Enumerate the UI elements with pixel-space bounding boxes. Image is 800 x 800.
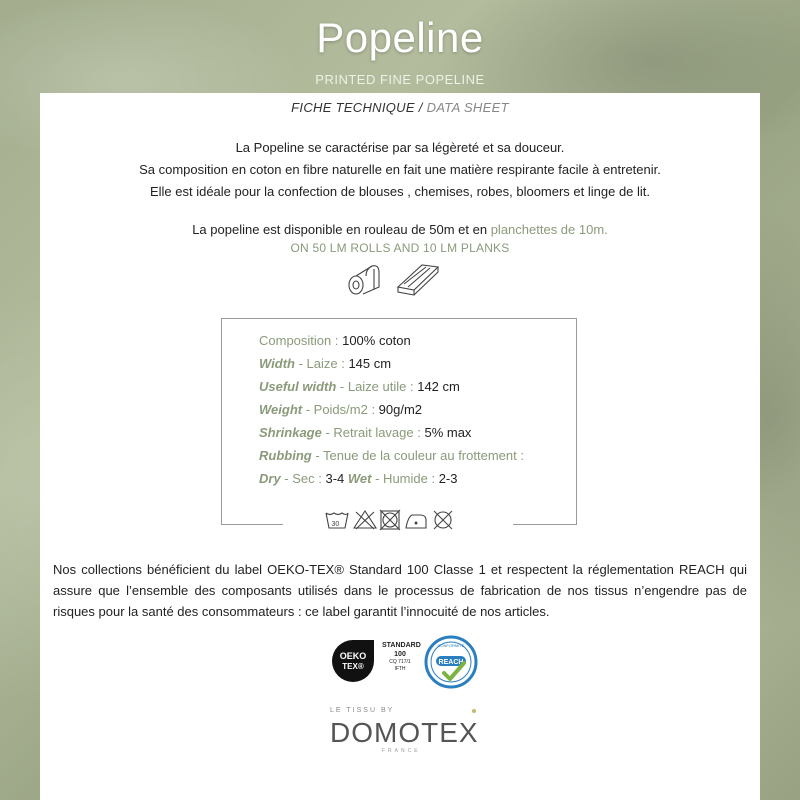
- sheet-title: [40, 100, 760, 115]
- plank-icon: [398, 265, 438, 295]
- oeko-standard-text: [382, 641, 421, 673]
- brand-tagline: LE TISSU BY: [330, 707, 395, 714]
- specifications-box: [221, 318, 577, 525]
- spec-value: 100% coton: [338, 333, 411, 348]
- page-title: Popeline: [316, 14, 484, 61]
- spec-label-fr: - Tenue de la couleur au frottement :: [311, 448, 524, 463]
- sheet-title-en: DATA SHEET: [426, 100, 509, 115]
- spec-width: [259, 352, 524, 375]
- no-bleach-icon: [354, 511, 376, 529]
- standard-number: 100: [394, 651, 406, 658]
- page-subtitle: PRINTED FINE POPELINE: [315, 72, 485, 87]
- spec-value: 3-4: [321, 471, 348, 486]
- svg-text:CONFORMITÉ: CONFORMITÉ: [437, 643, 465, 648]
- spec-label-fr: - Laize utile :: [336, 379, 414, 394]
- spec-value: 5% max: [420, 425, 472, 440]
- data-sheet-card: [40, 93, 760, 800]
- spec-value: 90g/m2: [375, 402, 423, 417]
- brand-name: DOMOTEX: [330, 717, 479, 748]
- roll-icon: [349, 266, 379, 294]
- intro-text: [40, 137, 760, 203]
- standard-label: STANDARD: [382, 642, 421, 649]
- spec-weight: [259, 398, 524, 421]
- spec-value: 142 cm: [413, 379, 460, 394]
- spec-composition: [259, 329, 524, 352]
- reach-compliance-logo: [424, 635, 478, 689]
- spec-rubbing: [259, 444, 524, 467]
- intro-line-1: La Popeline se caractérise par sa légèreté et sa douceur.: [235, 140, 565, 155]
- oeko-tex-logo: [330, 638, 376, 684]
- spec-label-fr: - Poids/m2 :: [302, 402, 376, 417]
- certificate-number: CQ 717/1: [389, 659, 411, 665]
- availability-line: [40, 220, 760, 239]
- brand-dot-icon: [472, 709, 476, 713]
- intro-line-3: Elle est idéale pour la confection de blouses , chemises, robes, bloomers et linge de lit.: [149, 184, 651, 199]
- spec-label-en: Rubbing: [259, 448, 312, 463]
- svg-text:REACH: REACH: [438, 659, 464, 666]
- spec-value: 2-3: [435, 471, 458, 486]
- spec-useful-width: [259, 375, 524, 398]
- oeko-tex-paragraph: Nos collections bénéficient du label OEKO-TEX® Standard 100 Classe 1 et respectent la réglementation REACH qui assure que l’ensemble des composants utilisés dans le processus de fabrication de nos tissus n’engendre pas de risques pour la santé des consommateurs : ce label garantit l’innocuité de nos articles.: [53, 562, 747, 619]
- spec-label-en: Weight: [259, 402, 303, 417]
- spec-shrinkage: [259, 421, 524, 444]
- spec-label-fr: - Laize :: [294, 356, 345, 371]
- spec-label: Composition :: [259, 333, 339, 348]
- spec-label-en: Shrinkage: [259, 425, 322, 440]
- spec-label-en: Dry: [259, 471, 281, 486]
- no-tumble-dry-icon: [380, 510, 400, 530]
- spec-label-fr: - Retrait lavage :: [321, 425, 421, 440]
- certificate-institute: IFTH: [394, 666, 406, 672]
- care-symbols: [283, 503, 513, 537]
- sheet-title-fr: FICHE TECHNIQUE /: [291, 100, 423, 115]
- domotex-brand-logo: [320, 703, 490, 753]
- spec-value: 145 cm: [344, 356, 392, 371]
- certification-labels: [320, 633, 490, 689]
- roll-and-plank-icons: [346, 261, 456, 299]
- svg-text:30: 30: [331, 521, 340, 528]
- spec-label-en: Width: [259, 356, 295, 371]
- wash-30-icon: [326, 513, 348, 528]
- svg-text:TEX®: TEX®: [342, 662, 364, 671]
- brand-country: FRANCE: [382, 748, 421, 754]
- no-dry-clean-icon: [434, 511, 452, 529]
- availability-end: .: [604, 222, 608, 237]
- availability-text: La popeline est disponible en rouleau de 50m et en: [192, 222, 491, 237]
- spec-label-en: Useful width: [259, 379, 337, 394]
- spec-label-en: Wet: [347, 471, 372, 486]
- iron-low-icon: [406, 515, 426, 528]
- availability-block: [40, 220, 760, 258]
- availability-highlight: planchettes de 10m: [490, 222, 605, 237]
- svg-text:OEKO: OEKO: [339, 651, 367, 661]
- spec-label-fr: - Humide :: [371, 471, 436, 486]
- intro-line-2: Sa composition en coton en fibre naturelle en fait une matière respirante facile à entretenir.: [139, 162, 661, 177]
- spec-label-fr: - Sec :: [280, 471, 322, 486]
- availability-english: ON 50 LM ROLLS AND 10 LM PLANKS: [290, 241, 510, 255]
- spec-dry-wet: [259, 467, 524, 490]
